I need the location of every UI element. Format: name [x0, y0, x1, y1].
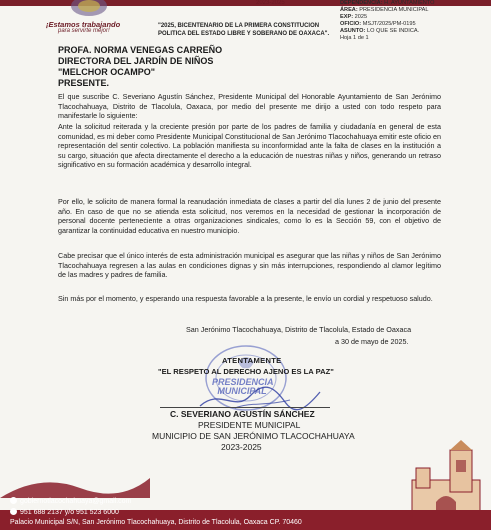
ref-row: OFICIO: MSJT/2025/PM-0195 — [340, 21, 416, 27]
signer-role: PRESIDENTE MUNICIPAL — [198, 420, 301, 430]
signer-years: 2023-2025 — [221, 442, 262, 452]
paragraph-5: Sin más por el momento, y esperando una respuesta favorable a la presente, le envío un cordial y respetuoso saludo. — [58, 294, 433, 303]
admin-years: 2023-2025 — [256, 0, 285, 6]
addressee-name: PROFA. NORMA VENEGAS CARREÑO — [58, 45, 223, 55]
slogan-line-1: ¡Estamos trabajando — [46, 20, 121, 29]
ref-row: EXP: 2025 — [340, 14, 368, 20]
municipal-emblem-icon — [66, 0, 112, 20]
ref-row: ÁREA: PRESIDENCIA MUNICIPAL — [340, 7, 429, 13]
stamp-text: PRESIDENCIA MUNICIPAL — [212, 377, 274, 396]
paragraph-4: Cabe precisar que el único interés de esta administración municipal es asegurar que las niñas y niños de San Jerónimo Tlacochahuaya regresen a las aulas en condiciones dignas y sin más interrupciones, respondiendo al clamor legítimo de las madres y padres de familia. — [58, 251, 441, 280]
addressee-school: "MELCHOR OCAMPO" — [58, 67, 156, 77]
ref-row: Hoja 1 de 1 — [340, 35, 369, 41]
header-motto-line-2: POLITICA DEL ESTADO LIBRE Y SOBERANO DE OAXACA". — [158, 31, 330, 37]
addressee-role: DIRECTORA DEL JARDÍN DE NIÑOS — [58, 56, 214, 66]
footer-decoration-icon — [0, 468, 150, 498]
ref-row: DEPENDENCIA: H. AYUNTAMIENTO — [340, 0, 435, 6]
ref-row: ASUNTO: LO QUE SE INDICA. — [340, 28, 420, 34]
date-line: a 30 de mayo de 2025. — [335, 337, 409, 346]
email-icon — [10, 497, 17, 504]
closing-atentamente: ATENTAMENTE — [222, 356, 282, 365]
phone-icon — [10, 508, 17, 515]
signature-line — [160, 407, 330, 408]
header-motto-line-1: "2025, BICENTENARIO DE LA PRIMERA CONSTITUCION — [158, 23, 320, 29]
footer-address: Palacio Municipal S/N, San Jerónimo Tlacochahuaya, Distrito de Tlacolula, Oaxaca CP. 70460 — [10, 519, 302, 526]
closing-motto: "EL RESPETO AL DERECHO AJENO ES LA PAZ" — [158, 367, 334, 376]
slogan-line-2: para servirte mejor! — [58, 28, 110, 34]
paragraph-2: Ante la solicitud reiterada y la creciente presión por parte de los padres de familia y ciudadanía en general de esta comunidad, es mi deber como Presidente Municipal Constitucional de San Jerónimo Tlacochahuaya emitir este oficio en representación del sentir colectivo. La población manifiesta su inconformidad ante la falta de clases en la institución a su cargo, situación que afecta directamente el derecho a la educación de nuestras niñas y niños, generando un retraso significativo en su formación académica y desarrollo integral. — [58, 122, 442, 170]
signer-name: C. SEVERIANO AGUSTÍN SÁNCHEZ — [170, 409, 315, 419]
reference-box — [340, 0, 490, 46]
footer-email[interactable]: gobiernotlacochahuaya@gmail.com — [10, 497, 131, 505]
addressee-present: PRESENTE. — [58, 78, 110, 88]
place-line: San Jerónimo Tlacochahuaya, Distrito de Tlacolula, Estado de Oaxaca — [186, 325, 412, 334]
paragraph-3: Por ello, le solicito de manera formal la reanudación inmediata de clases a partir del día lunes 2 de junio del presente año. En caso de que no se atienda esta solicitud, nos veremos en la necesidad de gestionar la incorporación de personal docente perteneciente a otras organizaciones sindicales, como lo es la Sección 59, con el objetivo de garantizar la continuidad educativa en nuestro municipio. — [58, 197, 441, 235]
paragraph-1: El que suscribe C. Severiano Agustín Sánchez, Presidente Municipal del Honorable Ayuntamiento de San Jerónimo Tlacochahuaya, Distrito de Tlacolula, Oaxaca, por medio del presente me dirijo a usted con todo respeto para manifestarle lo siguiente: — [58, 92, 441, 121]
footer-phone: 951 688 2137 y/o 951 523 6000 — [10, 508, 119, 516]
signer-municipality: MUNICIPIO DE SAN JERÓNIMO TLACOCHAHUAYA — [152, 431, 355, 441]
